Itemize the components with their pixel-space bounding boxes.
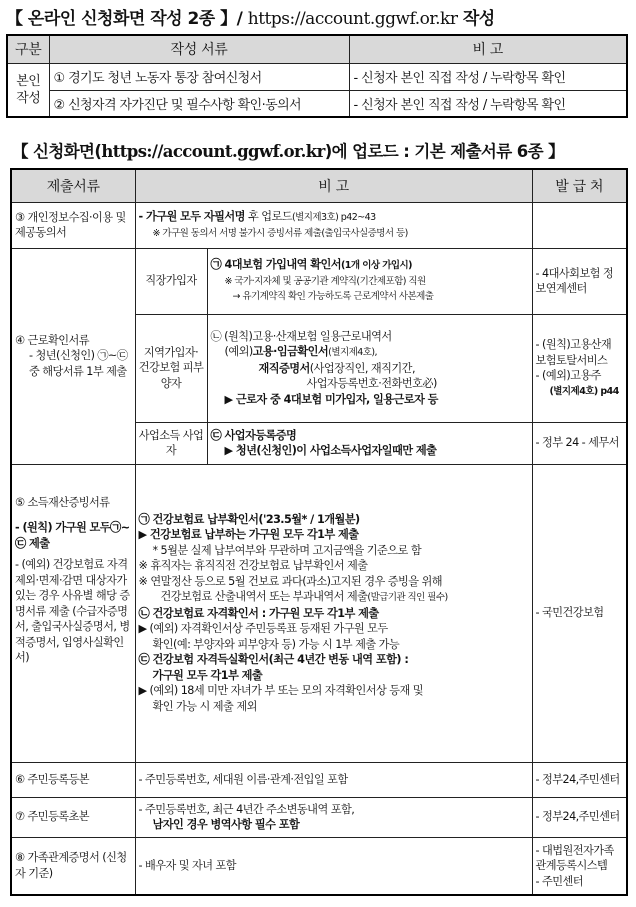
note-line: - 주민등록번호, 최근 4년간 주소변동내역 포함, xyxy=(138,802,355,816)
note-line: 확인(예: 부양자와 피부양자 등) 가능 시 1부 제출 가능 xyxy=(152,637,400,651)
issuer-line: - 주민센터 xyxy=(535,874,584,888)
online-forms-table xyxy=(6,34,628,118)
section1-title-suffix: 작성 xyxy=(457,9,495,29)
doc-resident-abstract: ⑦ 주민등록초본 xyxy=(11,797,135,837)
note-small: (별지제3호) p42~43 xyxy=(292,212,376,223)
note-line: * 5월분 실제 납부여부와 무관하며 고지금액을 기준으로 함 xyxy=(152,543,422,557)
note-line: ㉡ (원칙)고용·산재보험 일용근로내역서 xyxy=(210,329,392,343)
section2-title-prefix: 【 신청화면( xyxy=(12,142,102,161)
note-line: ▶ (예외) 자격확인서상 주민등록표 등재된 가구원 모두 xyxy=(138,622,388,636)
doc-name: ⑤ 소득재산증빙서류 xyxy=(15,495,110,509)
doc-sub: - 청년(신청인) ㉠~㉢ 중 해당서류 1부 제출 xyxy=(29,349,128,378)
issuer-line: - (예외)고용주 xyxy=(535,369,601,382)
note-bold: 고용·임금확인서 xyxy=(252,345,329,359)
note-bold-line: ▶ 청년(신청인)이 사업소득사업자일때만 제출 xyxy=(224,444,437,457)
doc-income-assets xyxy=(11,464,135,762)
header-document: 제출서류 xyxy=(11,169,135,202)
note-small: (1개 이상 가입시) xyxy=(340,260,412,272)
resident-copy-note: - 주민등록번호, 세대원 이름·관계·전입일 포함 xyxy=(135,762,532,797)
doc-family-relation: ⑧ 가족관계증명서 (신청자 기준) xyxy=(11,837,135,895)
privacy-consent-note xyxy=(135,202,532,248)
note-bold-line: ㉢ 사업자등록증명 xyxy=(210,428,297,442)
regional-subscriber-note xyxy=(207,314,532,422)
header-issuer: 발 급 처 xyxy=(532,169,627,202)
note-detail: ※ 가구원 동의서 서명 불가시 증빙서류 제출(출입국사실증명서 등) xyxy=(152,227,408,239)
family-relation-issuer xyxy=(532,837,627,895)
note-bold-line: 가구원 모두 각1부 제출 xyxy=(152,668,263,682)
header-category: 구분 xyxy=(7,35,49,63)
employee-subscriber-note xyxy=(207,248,532,314)
note-line: ※ 휴직자는 휴직직전 건강보험료 납부확인서 제출 xyxy=(138,559,368,573)
note-bold: ㉠ 4대보험 가입내역 확인서 xyxy=(210,258,341,272)
note-bold: - 가구원 모두 자필서명 xyxy=(138,210,245,223)
note-line: ※ 연말정산 등으로 5월 건보료 과다(과소)고지된 경우 증빙을 위해 xyxy=(138,574,443,588)
note-line: 확인 가능 시 제출 제외 xyxy=(152,699,257,713)
doc-name: ③ 개인정보수집·이용 및 제공동의서 xyxy=(15,210,126,239)
note-text: (예외) xyxy=(224,345,253,359)
note-line: ※ 국가·지자체 및 공공기관 계약직(기간제포함) 직원 xyxy=(224,275,426,287)
label-employee-subscriber: 직장가입자 xyxy=(135,248,207,314)
resident-abstract-note xyxy=(135,797,532,837)
doc-name: ④ 근로확인서류 xyxy=(15,333,90,347)
doc-employment xyxy=(11,248,135,464)
section2-title-suffix: )에 업로드 : 기본 제출서류 6종 】 xyxy=(324,142,565,161)
resident-abstract-issuer: - 정부24,주민센터 xyxy=(532,797,627,837)
employee-subscriber-issuer: - 4대사회보험 정보연계센터 xyxy=(532,248,627,314)
form-row-2-note: - 신청자 본인 직접 작성 / 누락항목 확인 xyxy=(349,90,627,117)
business-income-issuer: - 정부 24 - 세무서 xyxy=(532,422,627,464)
note-bold-line: ㉢ 건강보험 자격득실확인서(최근 4년간 변동 내역 포함) : xyxy=(138,653,409,667)
privacy-consent-issuer xyxy=(532,202,627,248)
upload-documents-table xyxy=(10,168,628,896)
note-bold-line: ▶ 건강보험료 납부하는 가구원 모두 각1부 제출 xyxy=(138,528,359,542)
note-text: 후 업로드 xyxy=(244,210,292,223)
doc-resident-copy: ⑥ 주민등록등본 xyxy=(11,762,135,797)
note-bold-line: 남자인 경우 병역사항 필수 포함 xyxy=(152,818,300,831)
header-note: 비 고 xyxy=(349,35,627,63)
doc-sub-bold: - (원칙) 가구원 모두㉠~㉢ 제출 xyxy=(15,521,130,550)
form-row-2-doc: ② 신청자격 자가진단 및 필수사항 확인·동의서 xyxy=(49,90,349,117)
issuer-line: (별지제4호) p44 xyxy=(549,385,619,397)
note-bold-line: ㉡ 건강보험료 자격확인서 : 가구원 모두 각1부 제출 xyxy=(138,606,379,620)
section2-title-url[interactable]: https://account.ggwf.or.kr xyxy=(101,142,325,161)
business-income-note xyxy=(207,422,532,464)
header-document: 작성 서류 xyxy=(49,35,349,63)
resident-copy-issuer: - 정부24,주민센터 xyxy=(532,762,627,797)
note-small: (별지제4호), xyxy=(328,347,377,359)
section1-title xyxy=(6,4,495,29)
section2-title xyxy=(12,138,564,162)
label-regional-subscriber: 지역가입자· 건강보험 피부양자 xyxy=(135,314,207,422)
issuer-line: - (원칙)고용산재 보험토탈서비스 xyxy=(535,338,612,367)
note-line: → 유기계약직 확인 가능하도록 근로계약서 사본제출 xyxy=(232,291,434,303)
regional-subscriber-issuer xyxy=(532,314,627,422)
note-line: 사업자등록번호·전화번호必) xyxy=(306,377,437,391)
doc-sub-exception: - (예외) 건강보험료 자격제외·면제·감면 대상자가 있는 경우 사유별 해당 증명서류 제출 (수급자증명서, 출입국사실증명서, 병적증명서, 입영사실확인서) xyxy=(15,558,130,664)
family-relation-note: - 배우자 및 자녀 포함 xyxy=(135,837,532,895)
note-bold: 재직증명서 xyxy=(258,361,310,375)
note-small: (발급기관 직인 필수) xyxy=(367,592,448,604)
form-row-1-doc: ① 경기도 청년 노동자 통장 참여신청서 xyxy=(49,63,349,90)
header-note: 비 고 xyxy=(135,169,532,202)
doc-privacy-consent xyxy=(11,202,135,248)
section1-title-url[interactable]: https://account.ggwf.or.kr xyxy=(247,9,458,29)
note-bold-line: ㉠ 건강보험료 납부확인서('23.5월* / 1개월분) xyxy=(138,512,360,526)
income-assets-note xyxy=(135,464,532,762)
note-bold-line: ▶ 근로자 중 4대보험 미가입자, 일용근로자 등 xyxy=(224,392,438,406)
note-text: (사업장직인, 재직기간, xyxy=(309,361,415,375)
note-line: ▶ (예외) 18세 미만 자녀가 부 또는 모의 자격확인서상 등재 및 xyxy=(138,684,424,698)
form-row-1-note: - 신청자 본인 직접 작성 / 누락항목 확인 xyxy=(349,63,627,90)
note-text: 건강보험료 산출내역서 또는 부과내역서 제출 xyxy=(160,590,368,604)
income-assets-issuer: - 국민건강보험 xyxy=(532,464,627,762)
issuer-line: - 대법원전자가족 관계등록시스템 xyxy=(535,843,614,872)
label-business-income: 사업소득 사업자 xyxy=(135,422,207,464)
group-label: 본인 작성 xyxy=(7,63,49,117)
section1-title-prefix: 【 온라인 신청화면 작성 2종 】/ xyxy=(6,9,248,29)
